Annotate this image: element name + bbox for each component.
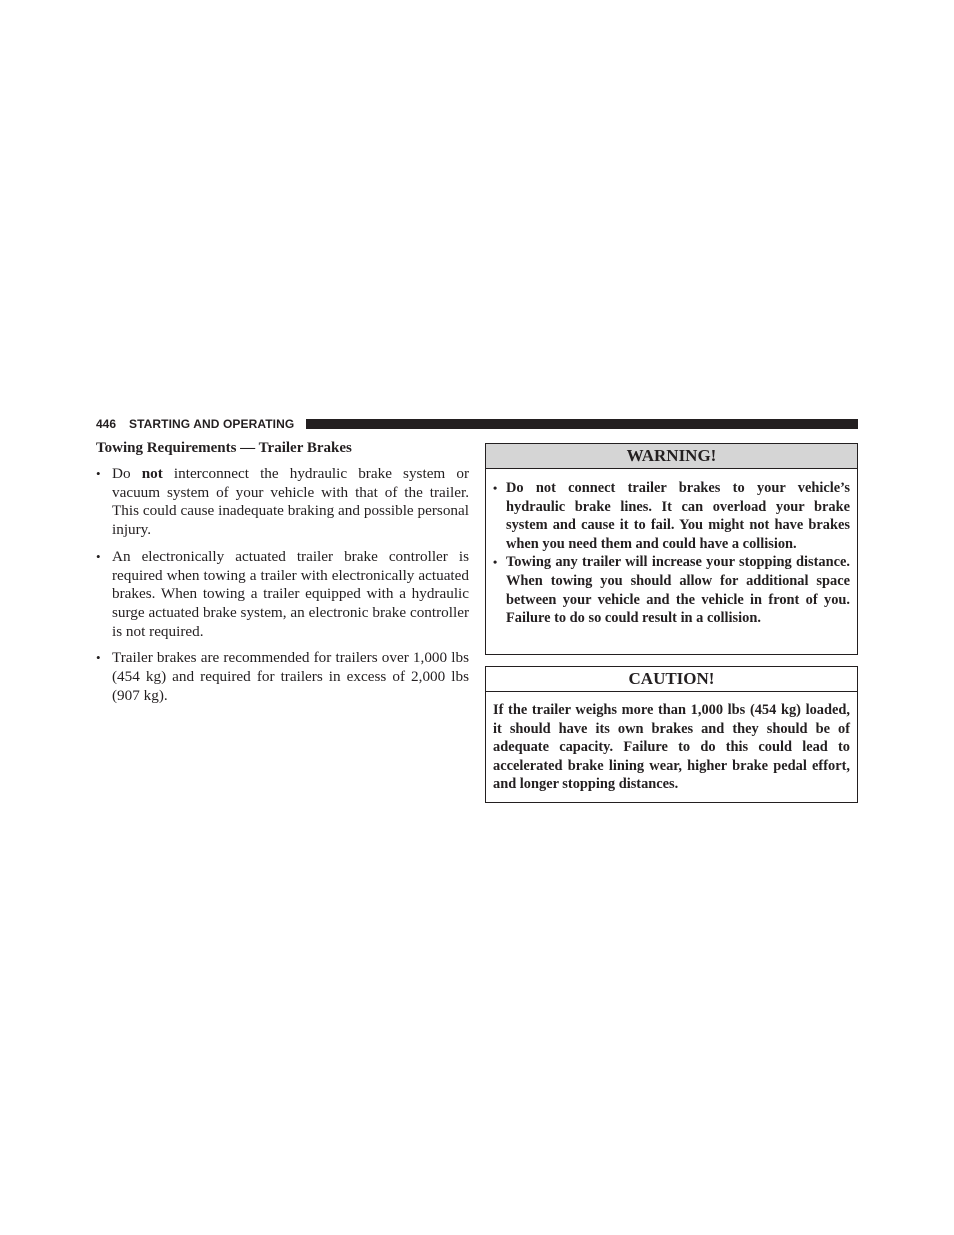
caution-box (485, 666, 858, 803)
bullet-icon: • (493, 481, 498, 495)
list-item-text: Do not interconnect the hydraulic brake system or vacuum system of your vehicle with that of the trailer. This could cause inadequate braking and possible personal injury. (112, 465, 470, 539)
left-column (96, 439, 469, 713)
warning-item-text: Do not connect trailer brakes to your vehicle’s hydraulic brake lines. It can overload your brake system and cause it to fail. You might not have brakes when you need them and could have a collision. (506, 480, 850, 552)
list-item (96, 548, 469, 642)
warning-item (493, 553, 850, 627)
running-header (96, 417, 858, 431)
bullet-icon: • (96, 650, 101, 666)
list-item (96, 465, 469, 540)
caution-body: If the trailer weighs more than 1,000 lbs (454 kg) loaded, it should have its own brakes and they should be of adequate capacity. Failure to do this could lead to accelerated brake lining wear, higher brake pedal effort, and longer stopping distances. (493, 702, 850, 793)
warning-box (485, 443, 858, 655)
section-title: STARTING AND OPERATING (129, 417, 295, 431)
list-item (96, 649, 469, 705)
page-number: 446 (96, 417, 117, 431)
list-item-text: Trailer brakes are recommended for trailers over 1,000 lbs (454 kg) and required for trailers in excess of 2,000 lbs (907 kg). (112, 649, 469, 704)
warning-title: WARNING! (486, 444, 857, 469)
warning-body (486, 469, 857, 628)
warning-item-text: Towing any trailer will increase your stopping distance. When towing you should allow for additional space between your vehicle and the vehicle in front of you. Failure to do so could result in a collision. (506, 554, 850, 627)
warning-item (493, 479, 850, 553)
list-item-text: An electronically actuated trailer brake controller is required when towing a trailer with electronically actuated brakes. When towing a trailer equipped with a hydraulic surge actuated brake system, an electronic brake controller is not required. (112, 547, 469, 640)
bullet-icon: • (96, 466, 101, 481)
section-heading: Towing Requirements — Trailer Brakes (96, 440, 352, 456)
trailer-brake-list (96, 465, 469, 705)
caution-title: CAUTION! (486, 667, 857, 692)
header-rule (306, 419, 858, 429)
bullet-icon: • (493, 555, 498, 570)
bullet-icon: • (96, 548, 101, 564)
emphasis-not: not (141, 465, 163, 482)
